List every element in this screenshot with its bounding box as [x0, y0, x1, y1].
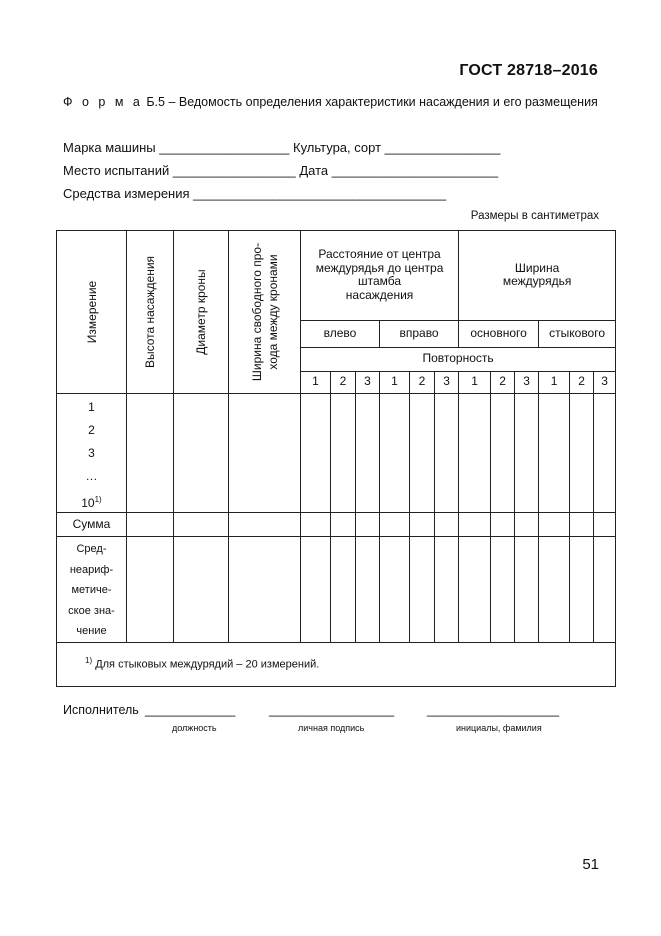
cell[interactable]: [356, 537, 380, 643]
cell[interactable]: [301, 513, 331, 537]
cell[interactable]: [459, 394, 491, 513]
table-row-average: [57, 537, 616, 643]
table-footnote: [57, 642, 616, 686]
form-title: [63, 95, 598, 109]
document-standard-number: ГОСТ 28718–2016: [459, 62, 598, 79]
repeat-number: 3: [356, 371, 380, 393]
sum-label: Сумма: [57, 513, 127, 537]
cell[interactable]: [491, 394, 515, 513]
cell[interactable]: [229, 537, 301, 643]
row-numbers: [57, 394, 127, 513]
cell[interactable]: [539, 537, 570, 643]
repeat-number: 3: [435, 371, 459, 393]
measurement-table: [56, 230, 616, 687]
cell[interactable]: [410, 537, 435, 643]
cell[interactable]: [127, 513, 174, 537]
average-label: Сред- неариф- метиче- ское зна- чение: [57, 537, 127, 643]
page-number: 51: [582, 856, 599, 873]
header-free-passage-width: Ширина свободного про- хода между кронами: [229, 231, 301, 394]
form-title-text: Б.5 – Ведомость определения характеристики насаждения и его размещения: [146, 95, 598, 109]
footnote-text: Для стыковых междурядий – 20 измерений.: [95, 659, 320, 671]
cell[interactable]: [570, 537, 594, 643]
cell[interactable]: [331, 537, 356, 643]
row-label: 3: [88, 446, 95, 460]
cell[interactable]: [331, 394, 356, 513]
cell[interactable]: [459, 537, 491, 643]
row-label: 1: [88, 400, 95, 414]
cell[interactable]: [127, 537, 174, 643]
cell[interactable]: [435, 513, 459, 537]
header-measurement: Измерение: [57, 231, 127, 394]
repeat-number: 1: [380, 371, 410, 393]
header-row-width-group: Ширина междурядья: [459, 231, 616, 321]
cell[interactable]: [301, 394, 331, 513]
cell[interactable]: [539, 394, 570, 513]
cell[interactable]: [380, 537, 410, 643]
cell[interactable]: [515, 513, 539, 537]
executor-label: Исполнитель: [63, 703, 139, 717]
caption-position: должность: [172, 723, 217, 733]
row-label: 2: [88, 423, 95, 437]
cell[interactable]: [174, 513, 229, 537]
cell[interactable]: [435, 394, 459, 513]
cell[interactable]: [594, 513, 616, 537]
cell[interactable]: [594, 394, 616, 513]
field-instruments: Средства измерения ___________________________________: [63, 186, 447, 201]
repeat-number: 2: [410, 371, 435, 393]
repeat-number: 1: [459, 371, 491, 393]
cell[interactable]: [570, 513, 594, 537]
footnote-mark: 1): [85, 656, 93, 666]
header-crown-diameter: Диаметр кроны: [174, 231, 229, 394]
cell[interactable]: [515, 394, 539, 513]
header-joint: стыкового: [539, 320, 616, 348]
cell[interactable]: [515, 537, 539, 643]
repeat-number: 2: [331, 371, 356, 393]
cell[interactable]: [229, 513, 301, 537]
cell[interactable]: [229, 394, 301, 513]
repeat-number: 1: [539, 371, 570, 393]
cell[interactable]: [174, 537, 229, 643]
signature-line: __________________: [269, 703, 395, 717]
caption-signature: личная подпись: [298, 723, 365, 733]
cell[interactable]: [380, 513, 410, 537]
units-note: Размеры в сантиметрах: [470, 210, 599, 222]
caption-name: инициалы, фамилия: [456, 723, 542, 733]
repeat-number: 2: [570, 371, 594, 393]
form-prefix: Ф о р м а: [63, 95, 143, 109]
cell[interactable]: [491, 537, 515, 643]
repeat-number: 3: [594, 371, 616, 393]
repeat-number: 2: [491, 371, 515, 393]
header-repetition: Повторность: [301, 348, 616, 371]
row-label: 10$^{1)}$: [81, 495, 102, 510]
table-row-sum: [57, 513, 616, 537]
cell[interactable]: [410, 513, 435, 537]
header-right: вправо: [380, 320, 459, 348]
position-line: _____________: [145, 703, 236, 717]
header-distance-group: Расстояние от центра междурядья до центра штамба насаждения: [301, 231, 459, 321]
field-machine-culture: Марка машины __________________ Культура, сорт ________________: [63, 140, 501, 155]
cell[interactable]: [380, 394, 410, 513]
header-planting-height: Высота насаждения: [127, 231, 174, 394]
table-row-measurements: [57, 394, 616, 513]
cell[interactable]: [539, 513, 570, 537]
cell[interactable]: [356, 394, 380, 513]
cell[interactable]: [356, 513, 380, 537]
cell[interactable]: [570, 394, 594, 513]
name-line: ___________________: [427, 703, 560, 717]
field-place-date: Место испытаний _________________ Дата _______________________: [63, 163, 499, 178]
cell[interactable]: [301, 537, 331, 643]
cell[interactable]: [174, 394, 229, 513]
header-main: основного: [459, 320, 539, 348]
cell[interactable]: [459, 513, 491, 537]
cell[interactable]: [410, 394, 435, 513]
row-label: …: [85, 469, 98, 483]
cell[interactable]: [594, 537, 616, 643]
repeat-number: 1: [301, 371, 331, 393]
cell[interactable]: [491, 513, 515, 537]
repeat-number: 3: [515, 371, 539, 393]
header-left: влево: [301, 320, 380, 348]
cell[interactable]: [435, 537, 459, 643]
cell[interactable]: [331, 513, 356, 537]
footnote-mark: 1): [94, 495, 102, 504]
cell[interactable]: [127, 394, 174, 513]
